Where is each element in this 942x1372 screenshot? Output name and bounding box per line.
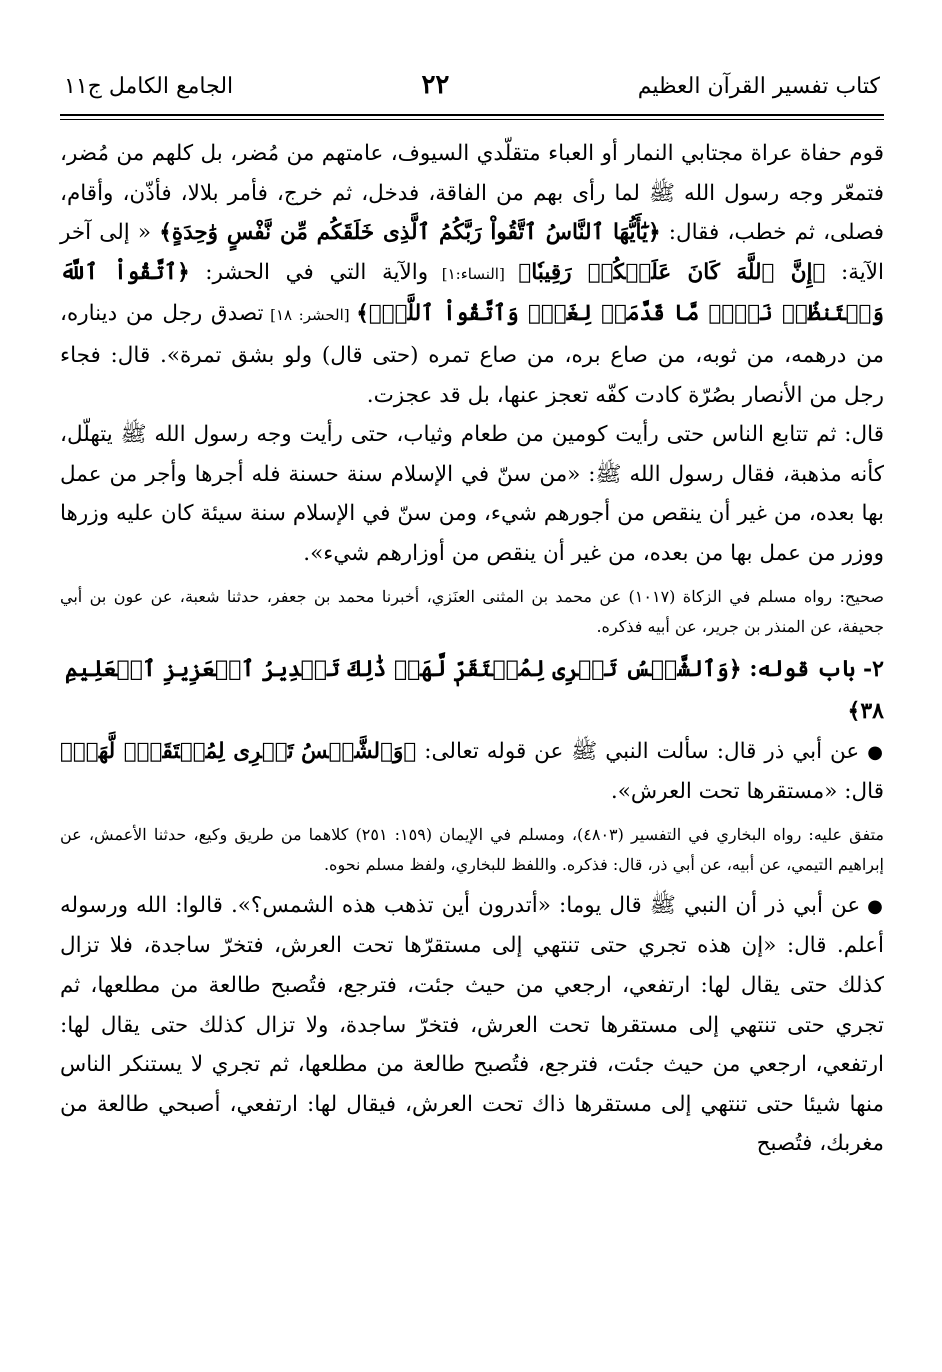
paragraph-text: عن أبي ذر أن النبي ﷺ قال يوما: «أتدرون أين تذهب هذه الشمس؟». قالوا: الله ورسوله أعلم. قال: «إن هذه تجري حتى تنتهي إلى مستقرّها تحت العرش، فتخرّ ساجدة، فلا تزال كذلك حتى يقال لها: ارتفعي، ارجعي من حيث جئت، فترجع، فتُصبح طالعة من مطلعها، ثم تجري حتى تنتهي إلى مستقرها تحت العرش، فتخرّ ساجدة، ولا تزال كذلك حتى يقال لها: ارتفعي، ارجعي من حيث جئت، فترجع، فتُصبح طالعة من مطلعها، ثم تجري لا يستنكر الناس منها شيئا حتى تنتهي إلى مستقرها ذاك تحت العرش، فيقال لها: ارتفعي، أصبحي طالعة من مغربك، فتُصبح bbox=[60, 892, 884, 1157]
page-number: ٢٢ bbox=[421, 70, 450, 100]
quran-verse: ﴿وَٱلشَّمۡسُ تَجۡرِى لِمُسۡتَقَرّٖ لَّهَاۚ﴾ bbox=[60, 738, 417, 764]
paragraph-text: قال: «مستقرها تحت العرش». bbox=[610, 779, 884, 805]
paragraph-text: والآية التي في الحشر: bbox=[189, 259, 429, 285]
hadith-paragraph: قال: ثم تتابع الناس حتى رأيت كومين من طعام وثياب، حتى رأيت وجه رسول الله ﷺ يتهلّل، كأنه مذهبة، فقال رسول الله ﷺ: «من سنّ في الإسلام سنة حسنة فله أجرها وأجر من عمل بها بعده، من غير أن ينقص من أجورهم شيء، ومن سنّ في الإسلام سنة سيئة كان عليه وزرها ووزر من عمل بها من بعده، من غير أن ينقص من أوزارهم شيء». bbox=[60, 422, 884, 566]
paragraph-text: تصدق رجل من ديناره، من درهمه، من ثوبه، من صاع بره، من صاع تمره (حتى قال) ولو بشق تمرة». قال: فجاء رجل من الأنصار بصُرّة كادت كفّه تعجز عنها، بل قد عجزت. bbox=[60, 301, 884, 408]
paragraph-text: قوم حفاة عراة مجتابي النمار أو العباء متقلّدي السيوف، عامتهم من مُضر، بل كلهم من مُضر، فتمعّر وجه رسول الله ﷺ لما رأى بهم من الفاقة، فدخل، ثم خرج، فأمر بلالا، فأذّن، وأقام، فصلى، ثم خطب، فقال: bbox=[60, 141, 885, 246]
quran-verse: ﴿إِنَّ ٱللَّهَ كَانَ عَلَيۡكُمۡ رَقِيبٗا﴾ bbox=[518, 259, 826, 285]
verse-reference: [الحشر: ١٨] bbox=[263, 306, 357, 325]
bullet-icon: ● bbox=[867, 895, 884, 917]
quran-verse: ﴿ٱتَّقُواْ ٱللَّهَ وَلۡتَنظُرۡ نَفۡسٞ مَّا قَدَّمَتۡ لِغَدٖۖ وَٱتَّقُواْ ٱللَّهَۚ﴾ bbox=[60, 259, 884, 327]
bullet-icon: ● bbox=[867, 741, 884, 763]
header-rule bbox=[60, 114, 884, 116]
hadith-continuation-paragraph bbox=[60, 134, 884, 415]
volume-title: الجامع الكامل ج١١ bbox=[64, 74, 234, 99]
hadith-paragraph bbox=[60, 886, 884, 1164]
book-title: كتاب تفسير القرآن العظيم bbox=[637, 74, 880, 99]
header-rule-thin bbox=[60, 119, 884, 120]
chapter-verse: ﴿وَٱلشَّمۡسُ تَجۡرِى لِمُسۡتَقَرّٖ لَّهَاۚ ذَٰلِكَ تَقۡدِيرُ ٱلۡعَزِيزِ ٱلۡعَلِيمِ ٣٨﴾ bbox=[64, 655, 884, 724]
verse-reference: [النساء:١] bbox=[428, 264, 519, 283]
takhrij-note: صحيح: رواه مسلم في الزكاة (١٠١٧) عن محمد بن المثنى العنَزي، أخبرنا محمد بن جعفر، حدثنا شعبة، عن عون بن أبي جحيفة، عن المنذر بن جرير، عن أبيه فذكره. bbox=[60, 586, 884, 636]
paragraph-text: عن أبي ذر قال: سألت النبي ﷺ عن قوله تعالى: bbox=[416, 738, 868, 764]
running-header bbox=[60, 68, 884, 104]
chapter-heading bbox=[60, 648, 884, 732]
takhrij-note: متفق عليه: رواه البخاري في التفسير (٤٨٠٣)، ومسلم في الإيمان (١٥٩: ٢٥١) كلاهما من طريق وكيع، حدثنا الأعمش، عن إبراهيم التيمي، عن أبيه، عن أبي ذر، قال: فذكره. واللفظ للبخاري، ولفظ مسلم نحوه. bbox=[60, 824, 885, 874]
quran-verse: ﴿يَٰٓأَيُّهَا ٱلنَّاسُ ٱتَّقُواْ رَبَّكُمُ ٱلَّذِى خَلَقَكُم مِّن نَّفْسٍ وَٰحِدَةٍ﴾ bbox=[159, 220, 661, 246]
hadith-paragraph bbox=[60, 732, 884, 812]
chapter-label: ٢- باب قوله: bbox=[741, 655, 884, 682]
paragraph-text: « إلى آخر الآية: bbox=[60, 220, 884, 285]
